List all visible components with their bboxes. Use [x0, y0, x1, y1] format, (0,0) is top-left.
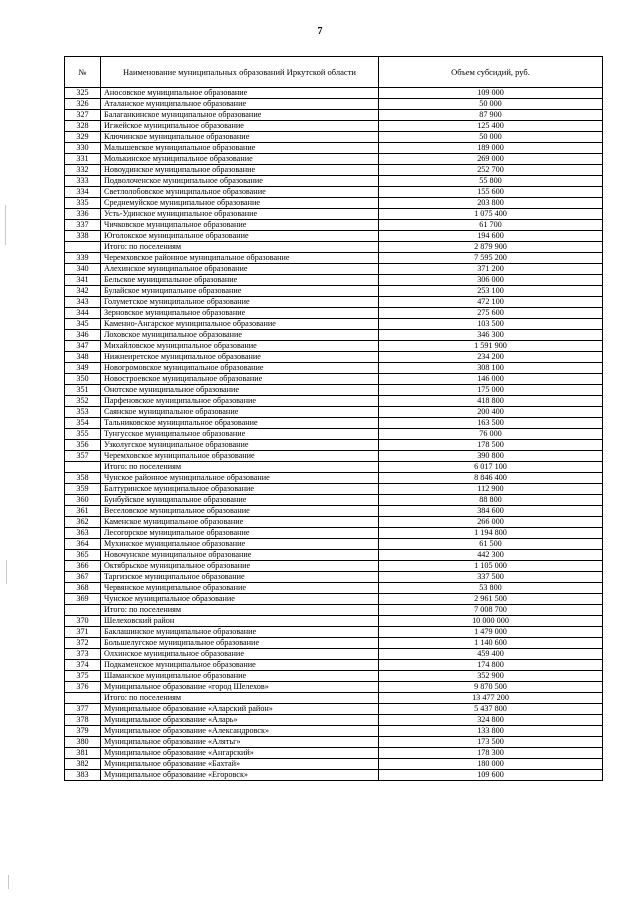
municipality-name: Муниципальное образование «Алятьг» [101, 737, 379, 748]
municipality-name: Шаманское муниципальное образование [101, 671, 379, 682]
municipality-name: Подкаменское муниципальное образование [101, 660, 379, 671]
table-row [65, 451, 603, 462]
row-number: 344 [65, 308, 101, 319]
municipality-name: Саянское муниципальное образование [101, 407, 379, 418]
subsidy-amount: 1 105 000 [379, 561, 603, 572]
municipality-name: Муниципальное образование «Александровск» [101, 726, 379, 737]
row-number: 359 [65, 484, 101, 495]
row-number: 371 [65, 627, 101, 638]
row-number: 365 [65, 550, 101, 561]
row-number: 355 [65, 429, 101, 440]
row-number: 327 [65, 110, 101, 121]
municipality-name: Булайское муниципальное образование [101, 286, 379, 297]
municipality-name: Таргизское муниципальное образование [101, 572, 379, 583]
subsidy-amount: 346 300 [379, 330, 603, 341]
municipality-name: Ключинское муниципальное образование [101, 132, 379, 143]
municipality-name: Михайловское муниципальное образование [101, 341, 379, 352]
row-number: 376 [65, 682, 101, 693]
row-number: 366 [65, 561, 101, 572]
subsidy-amount: 189 000 [379, 143, 603, 154]
row-number: 369 [65, 594, 101, 605]
municipality-name: Голуметское муниципальное образование [101, 297, 379, 308]
row-number: 368 [65, 583, 101, 594]
table-row [65, 528, 603, 539]
subsidy-amount: 8 846 400 [379, 473, 603, 484]
municipality-name: Баклашинское муниципальное образование [101, 627, 379, 638]
table-row [65, 187, 603, 198]
table-row [65, 627, 603, 638]
table-row [65, 572, 603, 583]
table-row [65, 220, 603, 231]
table-row [65, 693, 603, 704]
municipality-name: Новочунское муниципальное образование [101, 550, 379, 561]
row-number: 361 [65, 506, 101, 517]
header-municipality-name: Наименование муниципальных образований Иркутской области [101, 57, 379, 88]
table-row [65, 110, 603, 121]
row-number: 380 [65, 737, 101, 748]
row-number: 349 [65, 363, 101, 374]
municipality-name: Каменское муниципальное образование [101, 517, 379, 528]
subsidy-amount: 266 000 [379, 517, 603, 528]
table-row [65, 99, 603, 110]
row-number: 332 [65, 165, 101, 176]
subsidy-amount: 125 400 [379, 121, 603, 132]
subsidy-amount: 306 000 [379, 275, 603, 286]
subsidy-amount: 203 800 [379, 198, 603, 209]
municipality-name: Нижнеиретское муниципальное образование [101, 352, 379, 363]
subsidy-amount: 234 200 [379, 352, 603, 363]
row-number: 381 [65, 748, 101, 759]
row-number: 346 [65, 330, 101, 341]
table-row [65, 660, 603, 671]
table-row [65, 330, 603, 341]
table-row [65, 275, 603, 286]
subsidy-amount: 103 500 [379, 319, 603, 330]
subsidy-amount: 5 437 800 [379, 704, 603, 715]
row-number: 367 [65, 572, 101, 583]
subsidy-amount: 337 500 [379, 572, 603, 583]
row-number: 331 [65, 154, 101, 165]
row-number: 347 [65, 341, 101, 352]
subsidy-amount: 61 700 [379, 220, 603, 231]
municipality-name: Узколугское муниципальное образование [101, 440, 379, 451]
row-number: 333 [65, 176, 101, 187]
row-number: 325 [65, 88, 101, 99]
table-row [65, 385, 603, 396]
table-row [65, 682, 603, 693]
municipality-name: Чунское муниципальное образование [101, 594, 379, 605]
header-subsidy-amount: Объем субсидий, руб. [379, 57, 603, 88]
row-number: 379 [65, 726, 101, 737]
subsidy-amount: 10 000 000 [379, 616, 603, 627]
table-row [65, 88, 603, 99]
subsidy-amount: 7 008 700 [379, 605, 603, 616]
subsidy-amount: 53 800 [379, 583, 603, 594]
table-body [65, 88, 603, 781]
municipality-name: Итого: по поселениям [101, 242, 379, 253]
municipality-name: Лоховское муниципальное образование [101, 330, 379, 341]
row-number: 362 [65, 517, 101, 528]
subsidy-amount: 155 600 [379, 187, 603, 198]
row-number: 326 [65, 99, 101, 110]
table-row [65, 407, 603, 418]
table-row [65, 770, 603, 781]
row-number: 360 [65, 495, 101, 506]
subsidy-amount: 194 600 [379, 231, 603, 242]
table-row [65, 132, 603, 143]
scan-edge-mark [5, 205, 6, 245]
row-number: 374 [65, 660, 101, 671]
table-row [65, 539, 603, 550]
subsidy-amount: 1 591 900 [379, 341, 603, 352]
row-number: 377 [65, 704, 101, 715]
row-number: 354 [65, 418, 101, 429]
subsidy-amount: 109 600 [379, 770, 603, 781]
municipality-name: Веселовское муниципальное образование [101, 506, 379, 517]
subsidy-amount: 88 800 [379, 495, 603, 506]
row-number: 364 [65, 539, 101, 550]
row-number [65, 462, 101, 473]
table-row [65, 209, 603, 220]
subsidy-amount: 371 200 [379, 264, 603, 275]
subsidy-amount: 253 100 [379, 286, 603, 297]
header-number: № [65, 57, 101, 88]
row-number: 352 [65, 396, 101, 407]
table-row [65, 484, 603, 495]
subsidy-amount: 109 000 [379, 88, 603, 99]
subsidy-amount: 178 500 [379, 440, 603, 451]
municipality-name: Мухинское муниципальное образование [101, 539, 379, 550]
subsidy-amount: 174 800 [379, 660, 603, 671]
municipality-name: Чичковское муниципальное образование [101, 220, 379, 231]
municipality-name: Онотское муниципальное образование [101, 385, 379, 396]
table-row [65, 594, 603, 605]
subsidy-amount: 9 870 500 [379, 682, 603, 693]
municipality-name: Черемховское районное муниципальное образование [101, 253, 379, 264]
subsidy-amount: 472 100 [379, 297, 603, 308]
table-row [65, 429, 603, 440]
table-row [65, 704, 603, 715]
table-row [65, 319, 603, 330]
table-row [65, 297, 603, 308]
municipality-name: Новогромовское муниципальное образование [101, 363, 379, 374]
row-number: 348 [65, 352, 101, 363]
subsidy-amount: 55 800 [379, 176, 603, 187]
municipality-name: Червянское муниципальное образование [101, 583, 379, 594]
subsidy-amount: 173 500 [379, 737, 603, 748]
row-number: 338 [65, 231, 101, 242]
subsidy-amount: 112 900 [379, 484, 603, 495]
subsidy-amount: 200 400 [379, 407, 603, 418]
municipality-name: Новоудинское муниципальное образование [101, 165, 379, 176]
table-row [65, 495, 603, 506]
row-number: 382 [65, 759, 101, 770]
subsidy-amount: 76 000 [379, 429, 603, 440]
subsidy-amount: 7 595 200 [379, 253, 603, 264]
municipality-name: Усть-Удинское муниципальное образование [101, 209, 379, 220]
row-number: 342 [65, 286, 101, 297]
subsidy-amount: 352 900 [379, 671, 603, 682]
subsidy-amount: 87 900 [379, 110, 603, 121]
row-number [65, 693, 101, 704]
table-row [65, 726, 603, 737]
row-number: 341 [65, 275, 101, 286]
row-number: 340 [65, 264, 101, 275]
table-row [65, 638, 603, 649]
municipality-name: Малышевское муниципальное образование [101, 143, 379, 154]
row-number: 370 [65, 616, 101, 627]
table-row [65, 759, 603, 770]
municipality-name: Октябрьское муниципальное образование [101, 561, 379, 572]
subsidy-amount: 418 800 [379, 396, 603, 407]
row-number: 375 [65, 671, 101, 682]
table-row [65, 352, 603, 363]
subsidy-amount: 1 075 400 [379, 209, 603, 220]
municipality-name: Олхинское муниципальное образование [101, 649, 379, 660]
municipality-name: Муниципальное образование «Егоровск» [101, 770, 379, 781]
table-row [65, 176, 603, 187]
municipality-name: Чунское районное муниципальное образование [101, 473, 379, 484]
table-row [65, 341, 603, 352]
municipality-name: Подволоченское муниципальное образование [101, 176, 379, 187]
table-row [65, 418, 603, 429]
subsidy-amount: 308 100 [379, 363, 603, 374]
row-number: 337 [65, 220, 101, 231]
table-row [65, 517, 603, 528]
table-row [65, 462, 603, 473]
table-row [65, 715, 603, 726]
table-row [65, 165, 603, 176]
subsidies-table [64, 56, 603, 781]
municipality-name: Юголокское муниципальное образование [101, 231, 379, 242]
municipality-name: Муниципальное образование «Аларский район» [101, 704, 379, 715]
table-row [65, 506, 603, 517]
table-row [65, 550, 603, 561]
subsidy-amount: 50 000 [379, 99, 603, 110]
table-row [65, 286, 603, 297]
table-row [65, 242, 603, 253]
table-row [65, 154, 603, 165]
municipality-name: Аносовское муниципальное образование [101, 88, 379, 99]
table-row [65, 671, 603, 682]
municipality-name: Зерновское муниципальное образование [101, 308, 379, 319]
subsidy-amount: 390 800 [379, 451, 603, 462]
row-number [65, 242, 101, 253]
page-number: 7 [317, 26, 323, 37]
table-row [65, 308, 603, 319]
municipality-name: Алехинское муниципальное образование [101, 264, 379, 275]
municipality-name: Бунбуйское муниципальное образование [101, 495, 379, 506]
municipality-name: Черемховское муниципальное образование [101, 451, 379, 462]
subsidy-amount: 13 477 200 [379, 693, 603, 704]
municipality-name: Большелугское муниципальное образование [101, 638, 379, 649]
subsidy-amount: 459 400 [379, 649, 603, 660]
municipality-name: Новостроевское муниципальное образование [101, 374, 379, 385]
municipality-name: Итого: по поселениям [101, 462, 379, 473]
municipality-name: Каменно-Ангарское муниципальное образование [101, 319, 379, 330]
subsidy-amount: 6 017 100 [379, 462, 603, 473]
table-row [65, 253, 603, 264]
table-row [65, 737, 603, 748]
row-number: 343 [65, 297, 101, 308]
table-row [65, 616, 603, 627]
table-row [65, 231, 603, 242]
municipality-name: Итого: по поселениям [101, 605, 379, 616]
row-number: 328 [65, 121, 101, 132]
subsidy-amount: 1 479 000 [379, 627, 603, 638]
table-row [65, 264, 603, 275]
municipality-name: Муниципальное образование «Ангарский» [101, 748, 379, 759]
municipality-name: Шелеховский район [101, 616, 379, 627]
municipality-name: Муниципальное образование «Бахтай» [101, 759, 379, 770]
subsidy-amount: 269 000 [379, 154, 603, 165]
subsidy-amount: 2 879 900 [379, 242, 603, 253]
municipality-name: Муниципальное образование «город Шелехов» [101, 682, 379, 693]
row-number: 356 [65, 440, 101, 451]
municipality-name: Игжейское муниципальное образование [101, 121, 379, 132]
subsidy-amount: 442 300 [379, 550, 603, 561]
table-row [65, 605, 603, 616]
row-number: 373 [65, 649, 101, 660]
scan-edge-mark [6, 560, 7, 584]
subsidy-amount: 146 000 [379, 374, 603, 385]
subsidy-amount: 175 000 [379, 385, 603, 396]
row-number: 345 [65, 319, 101, 330]
subsidy-amount: 50 000 [379, 132, 603, 143]
municipality-name: Балтуринское муниципальное образование [101, 484, 379, 495]
subsidy-amount: 180 000 [379, 759, 603, 770]
row-number: 329 [65, 132, 101, 143]
row-number: 336 [65, 209, 101, 220]
row-number: 383 [65, 770, 101, 781]
subsidy-amount: 61 500 [379, 539, 603, 550]
table-row [65, 440, 603, 451]
row-number: 358 [65, 473, 101, 484]
subsidy-amount: 384 600 [379, 506, 603, 517]
municipality-name: Парфеновское муниципальное образование [101, 396, 379, 407]
municipality-name: Лесогорское муниципальное образование [101, 528, 379, 539]
table-row [65, 583, 603, 594]
row-number: 335 [65, 198, 101, 209]
row-number: 357 [65, 451, 101, 462]
row-number: 353 [65, 407, 101, 418]
table-row [65, 748, 603, 759]
table-row [65, 473, 603, 484]
subsidy-amount: 178 300 [379, 748, 603, 759]
municipality-name: Бельское муниципальное образование [101, 275, 379, 286]
table-row [65, 649, 603, 660]
subsidy-amount: 2 961 500 [379, 594, 603, 605]
row-number: 350 [65, 374, 101, 385]
table-row [65, 374, 603, 385]
municipality-name: Балаганкинское муниципальное образование [101, 110, 379, 121]
municipality-name: Молькинское муниципальное образование [101, 154, 379, 165]
scan-edge-mark [8, 875, 9, 889]
row-number: 378 [65, 715, 101, 726]
subsidy-amount: 1 194 800 [379, 528, 603, 539]
subsidy-amount: 252 700 [379, 165, 603, 176]
table-row [65, 363, 603, 374]
table-row [65, 198, 603, 209]
table-row [65, 143, 603, 154]
municipality-name: Аталанское муниципальное образование [101, 99, 379, 110]
subsidy-amount: 163 500 [379, 418, 603, 429]
municipality-name: Тальниковское муниципальное образование [101, 418, 379, 429]
table-header-row [65, 57, 603, 88]
row-number [65, 605, 101, 616]
row-number: 339 [65, 253, 101, 264]
row-number: 334 [65, 187, 101, 198]
table-row [65, 561, 603, 572]
row-number: 363 [65, 528, 101, 539]
subsidy-amount: 1 140 600 [379, 638, 603, 649]
municipality-name: Муниципальное образование «Аларь» [101, 715, 379, 726]
municipality-name: Светлолобовское муниципальное образование [101, 187, 379, 198]
table-row [65, 121, 603, 132]
table-row [65, 396, 603, 407]
subsidy-amount: 324 800 [379, 715, 603, 726]
municipality-name: Среднемуйское муниципальное образование [101, 198, 379, 209]
row-number: 351 [65, 385, 101, 396]
municipality-name: Тунгусское муниципальное образование [101, 429, 379, 440]
row-number: 330 [65, 143, 101, 154]
row-number: 372 [65, 638, 101, 649]
municipality-name: Итого: по поселениям [101, 693, 379, 704]
subsidy-amount: 133 800 [379, 726, 603, 737]
subsidy-amount: 275 600 [379, 308, 603, 319]
